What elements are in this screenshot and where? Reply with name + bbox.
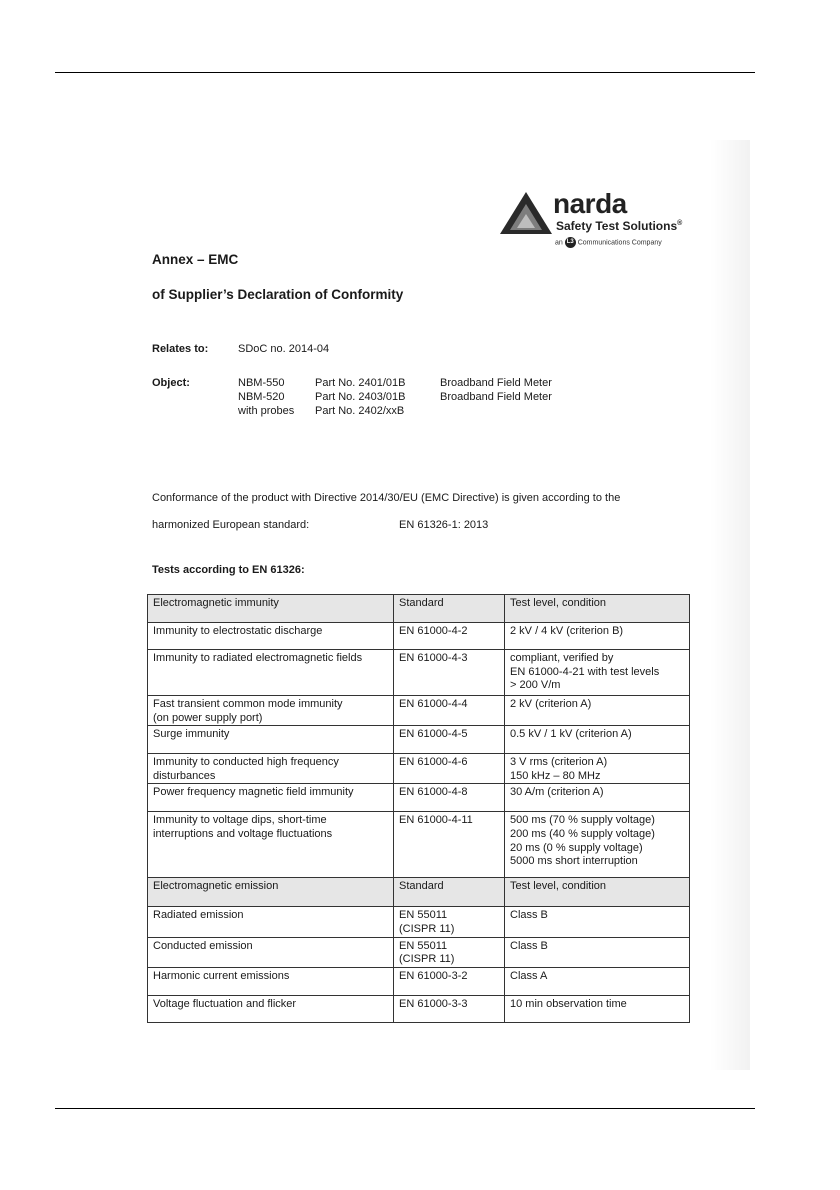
object-desc-1: Broadband Field Meter [440, 377, 552, 389]
harmonized-standard-value: EN 61326-1: 2013 [399, 519, 489, 531]
logo-tagline [556, 219, 682, 233]
immunity-header-cell: Standard [394, 595, 505, 623]
test-cell: Immunity to voltage dips, short-time interruptions and voltage fluctuations [148, 812, 394, 878]
standard-cell: EN 61000-3-2 [394, 967, 505, 995]
emission-header-row [148, 878, 690, 907]
footer-rule [55, 1108, 755, 1109]
tests-title: Tests according to EN 61326: [152, 564, 305, 576]
standard-cell: EN 61000-4-8 [394, 784, 505, 812]
immunity-row [148, 726, 690, 754]
emission-row [148, 995, 690, 1022]
immunity-row [148, 812, 690, 878]
object-model-2: NBM-520 [238, 391, 285, 403]
immunity-header-cell: Electromagnetic immunity [148, 595, 394, 623]
emission-header-cell: Electromagnetic emission [148, 878, 394, 907]
scan-shadow-edge [710, 140, 750, 1070]
test-cell: Surge immunity [148, 726, 394, 754]
test-cell: Radiated emission [148, 907, 394, 937]
emission-row [148, 907, 690, 937]
level-cell: 2 kV / 4 kV (criterion B) [505, 623, 690, 650]
l3-mark-icon: L3 [565, 237, 576, 248]
object-model-3: with probes [238, 405, 295, 417]
logo-sub-prefix: an [555, 239, 563, 247]
conformance-text: Conformance of the product with Directive 2014/30/EU (EMC Directive) is given according to the [152, 492, 621, 504]
header-rule [55, 72, 755, 73]
logo-tagline-text: Safety Test Solutions [556, 219, 678, 233]
object-part-3: Part No. 2402/xxB [315, 405, 405, 417]
level-cell: 2 kV (criterion A) [505, 696, 690, 726]
test-cell: Immunity to radiated electromagnetic fields [148, 650, 394, 696]
narda-logo [498, 190, 698, 252]
immunity-row [148, 754, 690, 784]
test-cell: Immunity to electrostatic discharge [148, 623, 394, 650]
standard-cell: EN 61000-4-5 [394, 726, 505, 754]
standard-cell: EN 61000-3-3 [394, 995, 505, 1022]
immunity-row [148, 696, 690, 726]
immunity-row [148, 623, 690, 650]
logo-brand: narda [553, 188, 627, 219]
level-cell: 500 ms (70 % supply voltage) 200 ms (40 % supply voltage) 20 ms (0 % supply voltage) 5000 ms short interruption [505, 812, 690, 878]
test-cell: Immunity to conducted high frequency disturbances [148, 754, 394, 784]
test-cell: Fast transient common mode immunity (on power supply port) [148, 696, 394, 726]
emission-header-cell: Standard [394, 878, 505, 907]
annex-title: Annex – EMC [152, 252, 239, 267]
object-part-1: Part No. 2401/01B [315, 377, 406, 389]
level-cell: 3 V rms (criterion A) 150 kHz – 80 MHz [505, 754, 690, 784]
registered-mark: ® [677, 220, 683, 227]
object-model-1: NBM-550 [238, 377, 285, 389]
narda-triangle-icon [498, 190, 554, 236]
level-cell: Class B [505, 937, 690, 967]
test-cell: Voltage fluctuation and flicker [148, 995, 394, 1022]
declaration-title: of Supplier’s Declaration of Conformity [152, 287, 404, 302]
logo-subtitle [555, 237, 662, 248]
standard-cell: EN 61000-4-4 [394, 696, 505, 726]
immunity-row [148, 784, 690, 812]
harmonized-standard-label: harmonized European standard: [152, 519, 310, 531]
test-cell: Power frequency magnetic field immunity [148, 784, 394, 812]
level-cell: Class B [505, 907, 690, 937]
standard-cell: EN 61000-4-6 [394, 754, 505, 784]
immunity-header-cell: Test level, condition [505, 595, 690, 623]
emission-row [148, 937, 690, 967]
emission-row [148, 967, 690, 995]
level-cell: 30 A/m (criterion A) [505, 784, 690, 812]
immunity-row [148, 650, 690, 696]
level-cell: Class A [505, 967, 690, 995]
test-cell: Harmonic current emissions [148, 967, 394, 995]
test-cell: Conducted emission [148, 937, 394, 967]
standard-cell: EN 61000-4-3 [394, 650, 505, 696]
object-label: Object: [152, 377, 190, 389]
relates-value: SDoC no. 2014-04 [238, 343, 330, 355]
immunity-header-row [148, 595, 690, 623]
standard-cell: EN 61000-4-11 [394, 812, 505, 878]
object-desc-2: Broadband Field Meter [440, 391, 552, 403]
level-cell: compliant, verified by EN 61000-4-21 with test levels > 200 V/m [505, 650, 690, 696]
level-cell: 0.5 kV / 1 kV (criterion A) [505, 726, 690, 754]
standard-cell: EN 55011 (CISPR 11) [394, 907, 505, 937]
level-cell: 10 min observation time [505, 995, 690, 1022]
standard-cell: EN 61000-4-2 [394, 623, 505, 650]
relates-label: Relates to: [152, 343, 209, 355]
logo-sub-suffix: Communications Company [577, 239, 662, 247]
emission-header-cell: Test level, condition [505, 878, 690, 907]
object-part-2: Part No. 2403/01B [315, 391, 406, 403]
standard-cell: EN 55011 (CISPR 11) [394, 937, 505, 967]
emc-tests-table [147, 594, 690, 1023]
